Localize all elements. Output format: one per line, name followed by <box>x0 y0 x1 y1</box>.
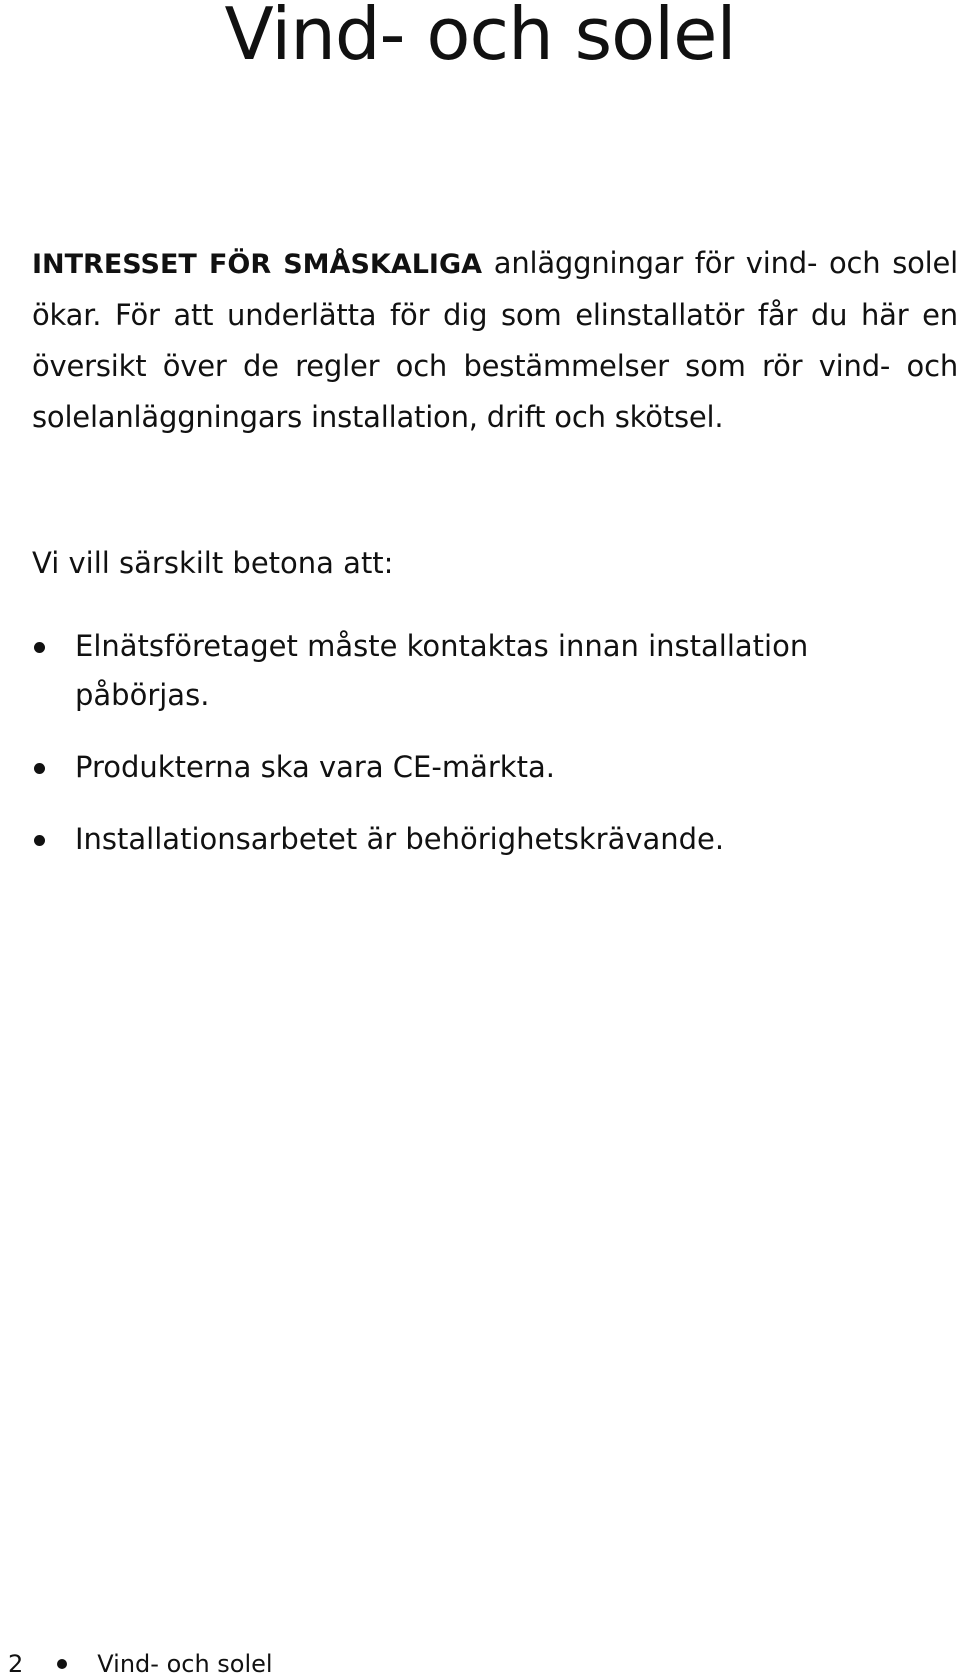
bullet-text: Installationsarbetet är behörighetskrävande. <box>75 822 725 856</box>
bullet-list <box>32 622 932 864</box>
intro-paragraph <box>32 238 958 443</box>
page-footer <box>8 1650 273 1678</box>
intro-body: anläggningar för vind- och solel ökar. För att underlätta för dig som elinstallatör får du här en översikt över de regler och bestämmelser som rör vind- och solelanläggningars installation, drift och skötsel. <box>32 246 958 434</box>
bullet-text: Produkterna ska vara CE-märkta. <box>75 750 555 784</box>
bullet-icon <box>34 642 45 653</box>
bullet-item <box>32 743 932 792</box>
bullet-item <box>32 815 932 864</box>
page-title: Vind- och solel <box>224 0 736 76</box>
bullet-item <box>32 622 932 720</box>
bullet-icon <box>34 763 45 774</box>
intro-lead: INTRESSET FÖR SMÅSKALIGA <box>32 249 483 280</box>
page-number: 2 <box>8 1650 24 1678</box>
bullet-icon <box>34 835 45 846</box>
emphasis-line: Vi vill särskilt betona att: <box>32 546 394 580</box>
bullet-text: Elnätsföretaget måste kontaktas innan installation påbörjas. <box>75 629 809 712</box>
footer-separator-icon <box>57 1659 67 1669</box>
running-title: Vind- och solel <box>97 1650 273 1678</box>
